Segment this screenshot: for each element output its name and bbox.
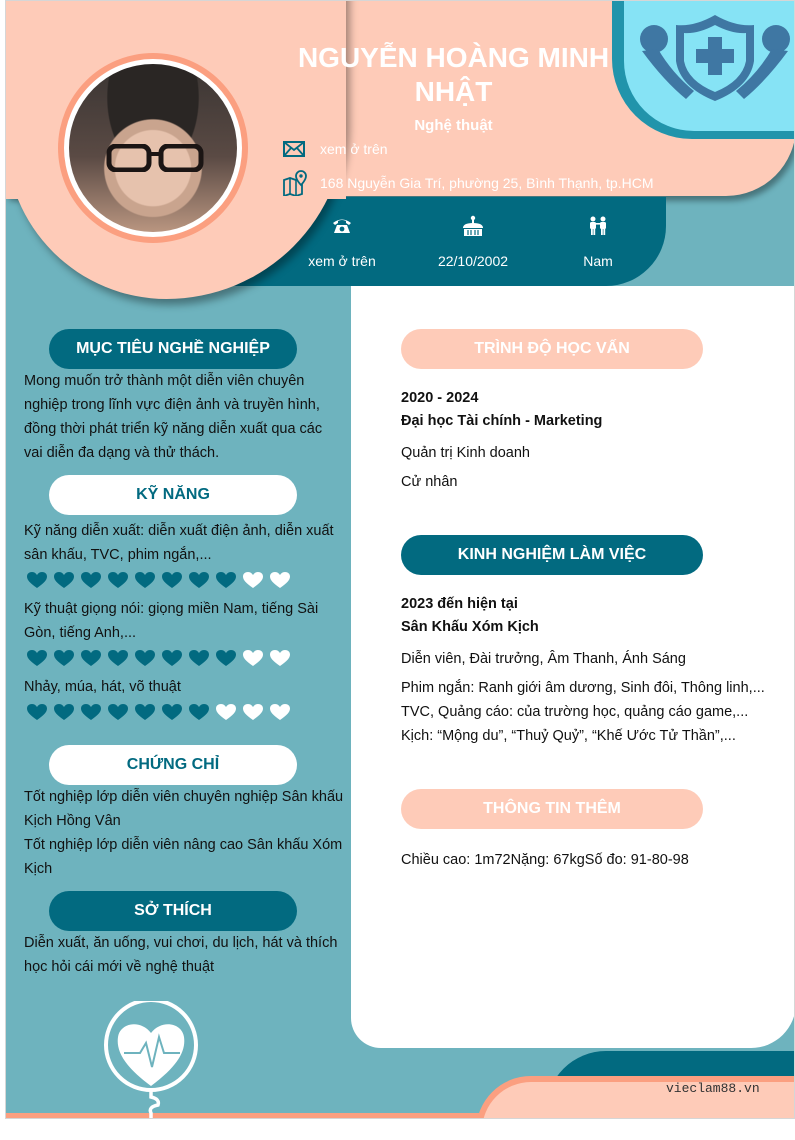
skill-label: Kỹ thuật giọng nói: giọng miền Nam, tiếng Sài Gòn, tiếng Anh,... bbox=[24, 601, 319, 641]
certificates-heading: CHỨNG CHỈ bbox=[49, 745, 297, 785]
skill-rating bbox=[26, 649, 291, 667]
birthday-cake-icon bbox=[461, 215, 485, 237]
objective-heading: MỤC TIÊU NGHỀ NGHIỆP bbox=[49, 329, 297, 369]
heart-filled-icon bbox=[188, 703, 210, 721]
candidate-name: NGUYỄN HOÀNG MINH NHẬT bbox=[297, 42, 610, 107]
experience-company: Sân Khấu Xóm Kịch bbox=[401, 619, 539, 635]
heart-filled-icon bbox=[215, 571, 237, 589]
heart-filled-icon bbox=[188, 649, 210, 667]
skill-label: Nhảy, múa, hát, võ thuật bbox=[24, 679, 181, 695]
birthdate-cell bbox=[408, 213, 538, 269]
heart-filled-icon bbox=[80, 571, 102, 589]
people-icon bbox=[587, 216, 609, 236]
skill-label: Kỹ năng diễn xuất: diễn xuất điện ảnh, diễn xuất sân khấu, TVC, phim ngắn,... bbox=[24, 523, 334, 563]
gender-value: Nam bbox=[583, 253, 613, 269]
heart-filled-icon bbox=[53, 703, 75, 721]
heart-filled-icon bbox=[215, 649, 237, 667]
additional-info-heading: THÔNG TIN THÊM bbox=[401, 789, 703, 829]
additional-info-text: Chiều cao: 1m72Nặng: 67kgSố đo: 91-80-98 bbox=[401, 852, 689, 868]
hobbies-text: Diễn xuất, ăn uống, vui chơi, du lịch, hát và thích học hỏi cái mới về nghệ thuật bbox=[24, 935, 338, 975]
heartbeat-balloon-icon bbox=[104, 1001, 204, 1119]
telephone-icon bbox=[332, 217, 352, 235]
education-degree: Cử nhân bbox=[401, 474, 458, 490]
heart-empty-icon bbox=[215, 703, 237, 721]
skill-rating bbox=[26, 703, 291, 721]
job-title: Nghệ thuật bbox=[414, 117, 493, 134]
heart-empty-icon bbox=[242, 703, 264, 721]
heart-filled-icon bbox=[80, 703, 102, 721]
gender-cell bbox=[533, 213, 663, 269]
education-major: Quản trị Kinh doanh bbox=[401, 445, 530, 461]
heart-empty-icon bbox=[269, 571, 291, 589]
heart-filled-icon bbox=[161, 571, 183, 589]
heart-filled-icon bbox=[161, 703, 183, 721]
avatar bbox=[58, 53, 248, 243]
address-value: 168 Nguyễn Gia Trí, phường 25, Bình Thạnh, tp.HCM bbox=[320, 175, 654, 191]
heart-filled-icon bbox=[107, 649, 129, 667]
map-pin-icon bbox=[282, 170, 308, 196]
shield-cross-icon bbox=[624, 1, 795, 131]
glasses-shape bbox=[105, 144, 205, 172]
shield-cross-logo bbox=[612, 1, 795, 139]
experience-heading: KINH NGHIỆM LÀM VIỆC bbox=[401, 535, 703, 575]
experience-detail: TVC, Quảng cáo: của trường học, quảng cáo game,... bbox=[401, 704, 749, 720]
watermark: vieclam88.vn bbox=[666, 1081, 760, 1096]
education-school: Đại học Tài chính - Marketing bbox=[401, 413, 603, 429]
profile-photo bbox=[69, 64, 237, 232]
heart-filled-icon bbox=[26, 703, 48, 721]
objective-text: Mong muốn trở thành một diễn viên chuyên nghiệp trong lĩnh vực điện ảnh và truyền hình, đồng thời phát triển kỹ năng diễn xuất qua các vai diễn đa dạng và thử thách. bbox=[24, 373, 323, 461]
heart-filled-icon bbox=[80, 649, 102, 667]
heart-empty-icon bbox=[242, 649, 264, 667]
education-heading: TRÌNH ĐỘ HỌC VẤN bbox=[401, 329, 703, 369]
envelope-icon bbox=[282, 138, 308, 160]
heart-filled-icon bbox=[134, 571, 156, 589]
heart-empty-icon bbox=[269, 703, 291, 721]
education-period: 2020 - 2024 bbox=[401, 390, 479, 406]
heart-filled-icon bbox=[53, 571, 75, 589]
phone-value: xem ở trên bbox=[308, 253, 376, 269]
birthdate-value: 22/10/2002 bbox=[437, 253, 509, 269]
heart-filled-icon bbox=[161, 649, 183, 667]
experience-position: Diễn viên, Đài trưởng, Âm Thanh, Ánh Sáng bbox=[401, 651, 686, 667]
cv-page bbox=[5, 0, 795, 1119]
heart-empty-icon bbox=[242, 571, 264, 589]
heart-filled-icon bbox=[26, 649, 48, 667]
heart-filled-icon bbox=[107, 703, 129, 721]
email-value: xem ở trên bbox=[320, 141, 388, 157]
certificate-item: Tốt nghiệp lớp diễn viên nâng cao Sân khấu Xóm Kịch bbox=[24, 837, 343, 877]
phone-cell bbox=[277, 213, 407, 269]
heart-filled-icon bbox=[26, 571, 48, 589]
heart-filled-icon bbox=[134, 703, 156, 721]
experience-detail: Phim ngắn: Ranh giới âm dương, Sinh đôi, Thông linh,... bbox=[401, 680, 765, 696]
experience-period: 2023 đến hiện tại bbox=[401, 596, 518, 612]
email-row bbox=[282, 138, 388, 160]
skill-rating bbox=[26, 571, 291, 589]
skills-heading: KỸ NĂNG bbox=[49, 475, 297, 515]
heart-filled-icon bbox=[188, 571, 210, 589]
heart-empty-icon bbox=[269, 649, 291, 667]
heart-filled-icon bbox=[107, 571, 129, 589]
heart-filled-icon bbox=[53, 649, 75, 667]
hobbies-heading: SỞ THÍCH bbox=[49, 891, 297, 931]
heart-filled-icon bbox=[134, 649, 156, 667]
certificate-item: Tốt nghiệp lớp diễn viên chuyên nghiệp Sân khấu Kịch Hồng Vân bbox=[24, 789, 344, 829]
experience-detail: Kịch: “Mộng du”, “Thuỷ Quỷ”, “Khế Ước Tử Thần”,... bbox=[401, 728, 736, 744]
address-row bbox=[282, 170, 653, 196]
